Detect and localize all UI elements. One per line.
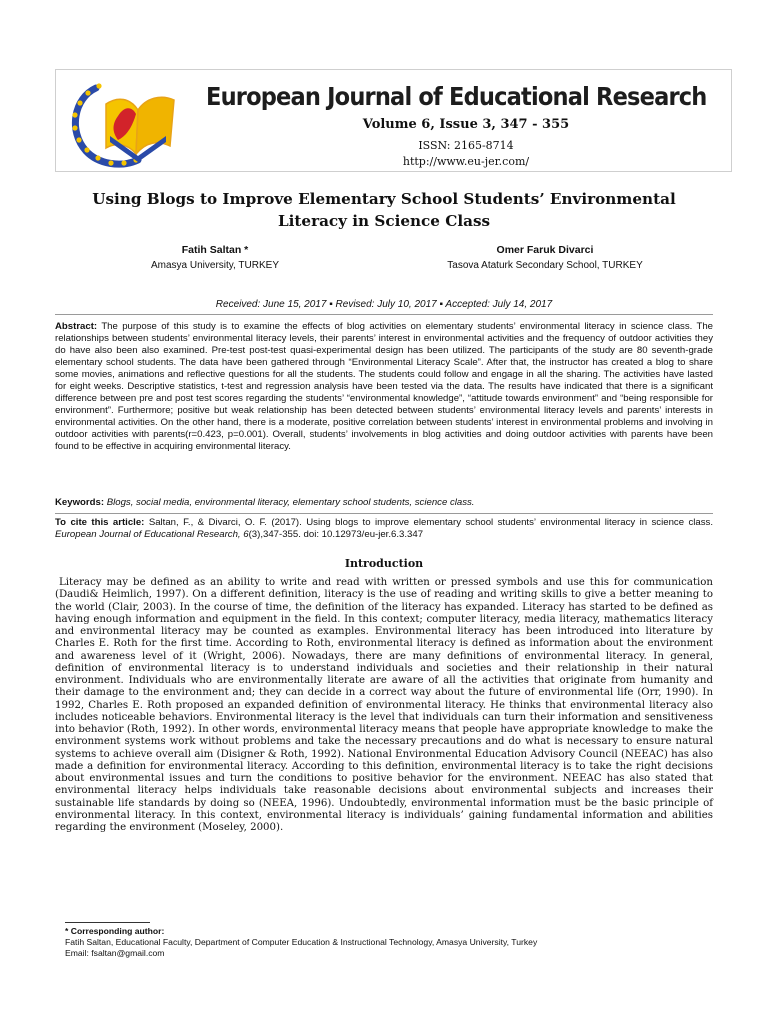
keywords-label: Keywords: <box>55 497 105 508</box>
abstract <box>55 321 713 453</box>
footnote-label: * Corresponding author: <box>65 926 165 936</box>
author-affiliation: Amasya University, TURKEY <box>151 260 279 271</box>
footnote <box>65 926 705 959</box>
citation-journal: European Journal of Educational Research, 6 <box>55 529 249 540</box>
abstract-label: Abstract: <box>55 321 98 332</box>
section-heading-introduction: Introduction <box>344 557 424 570</box>
citation <box>55 517 713 541</box>
author-block <box>110 244 320 271</box>
author-affiliation: Tasova Ataturk Secondary School, TURKEY <box>447 260 643 271</box>
volume-issue: Volume 6, Issue 3, 347 - 355 <box>362 117 570 132</box>
citation-label: To cite this article: <box>55 517 145 528</box>
divider <box>55 314 713 315</box>
footnote-email[interactable]: Email: fsaltan@gmail.com <box>65 948 165 958</box>
citation-doi: (3),347-355. doi: 10.12973/eu-jer.6.3.347 <box>248 529 424 540</box>
abstract-text: The purpose of this study is to examine the effects of blog activities on elementary students’ environmental literacy in science class. The relationships between students’ environmental literacy levels, their parents’ interest in environmental activities and the frequency of outdoor activities they do have also been also examined. Pre-test post-test quasi-experimental design has been utilized. The participants of the study are 80 seventh-grade elementary school students. The data have been gathered through “Environmental Literacy Scale”. After that, the instructor has created a blog to share some movies, animations and reflective questions for all the students. The students could follow and engage in all the sharing. The activities have lasted for eight weeks. Descriptive statistics, t-test and regression analysis have been tested via the data. The results have indicated that there is a significant difference between pre and post test scores regarding the students’ “environmental knowledge”, “attitude towards environment” and “being responsible for environment”. Furthermore; positive but weak relationship has been detected between students’ environmental literacy levels and parents’ interests in environmental activities. On the other hand, there is a moderate, positive correlation between students’ interest in environmental problems and involving in outdoor activities with parents(r=0.423, p=0.001). Overall, students’ involvements in blog activities and doing outdoor activities with parents have been found to be effective in acquiring environmental literacy. <box>55 321 713 452</box>
divider <box>55 513 713 514</box>
author-block <box>420 244 670 271</box>
keywords-text: Blogs, social media, environmental literacy, elementary school students, science class. <box>106 497 475 508</box>
citation-text: Saltan, F., & Divarci, O. F. (2017). Using blogs to improve elementary school students’ environmental literacy in science class. <box>148 517 713 528</box>
footnote-rule <box>65 922 150 923</box>
paper-title: Using Blogs to Improve Elementary School Students’ Environmental Literacy in Science Class <box>92 190 676 230</box>
journal-logo-icon <box>66 76 184 168</box>
author-name: Fatih Saltan * <box>181 244 249 256</box>
author-name: Omer Faruk Divarci <box>496 244 594 256</box>
submission-dates: Received: June 15, 2017 ▪ Revised: July 10, 2017 ▪ Accepted: July 14, 2017 <box>215 299 553 310</box>
keywords <box>55 497 713 508</box>
introduction-paragraph: Literacy may be defined as an ability to write and read with written or pressed symbols and use this for communication (Daudi& Heimlich, 1997). On a different definition, literacy is the use of reading and writing skills to give a better meaning to the world (Clair, 2003). In the course of time, the definition of the literacy has expanded. Literacy has started to be defined as having enough information and equipment in the field. In this context; computer literacy, media literacy, mathematics literacy and environmental literacy may be counted as examples. Environmental literacy has been introduced into literature by Charles E. Roth for the first time. According to Roth, environmental literacy is defined as information about the environment and awareness level of it (Wright, 2006). Nowadays, there are many definitions of environmental literacy. In general, definition of environmental literacy is to understand individuals and societies and their relationship in their natural environment. Individuals who are environmentally literate are aware of all the activities that originate from humanity and their damage to the environment and; they can decide in a correct way about the future of environmental life (Orr, 1990). In 1992, Charles E. Roth proposed an expanded definition of environmental literacy. He thinks that environmental literacy also includes noticeable behaviors. Environmental literacy is the level that individuals can turn their information and sensitiveness into behavior (Roth, 1992). In other words, environmental literacy means that people have appropriate knowledge to make the environment systems work without problems and take the necessary precautions and do what is necessary to ensure natural systems to achieve overall aim (Disigner & Roth, 1992). National Environmental Education Advisory Council (NEEAC) has also made a definition for environmental literacy. According to this definition, environmental literacy is to take the right decisions about environmental issues and turn the conditions to positive behavior for the environment. NEEAC has also stated that environmental literacy helps individuals take reasonable decisions about environmental subjects and increases their sustainable life standards by doing so (NEEA, 1996). Undoubtedly, environmental information must be the basic principle of environmental literacy. In this context, environmental literacy is individuals’ gaining fundamental information and abilities regarding the environment (Moseley, 2000). <box>55 577 713 833</box>
footnote-affiliation: Fatih Saltan, Educational Faculty, Department of Computer Education & Instructional Technology, Amasya University, Turkey <box>65 937 538 947</box>
journal-url[interactable]: http://www.eu-jer.com/ <box>402 155 530 168</box>
journal-title: European Journal of Educational Research <box>206 82 707 111</box>
issn: ISSN: 2165-8714 <box>418 139 514 152</box>
